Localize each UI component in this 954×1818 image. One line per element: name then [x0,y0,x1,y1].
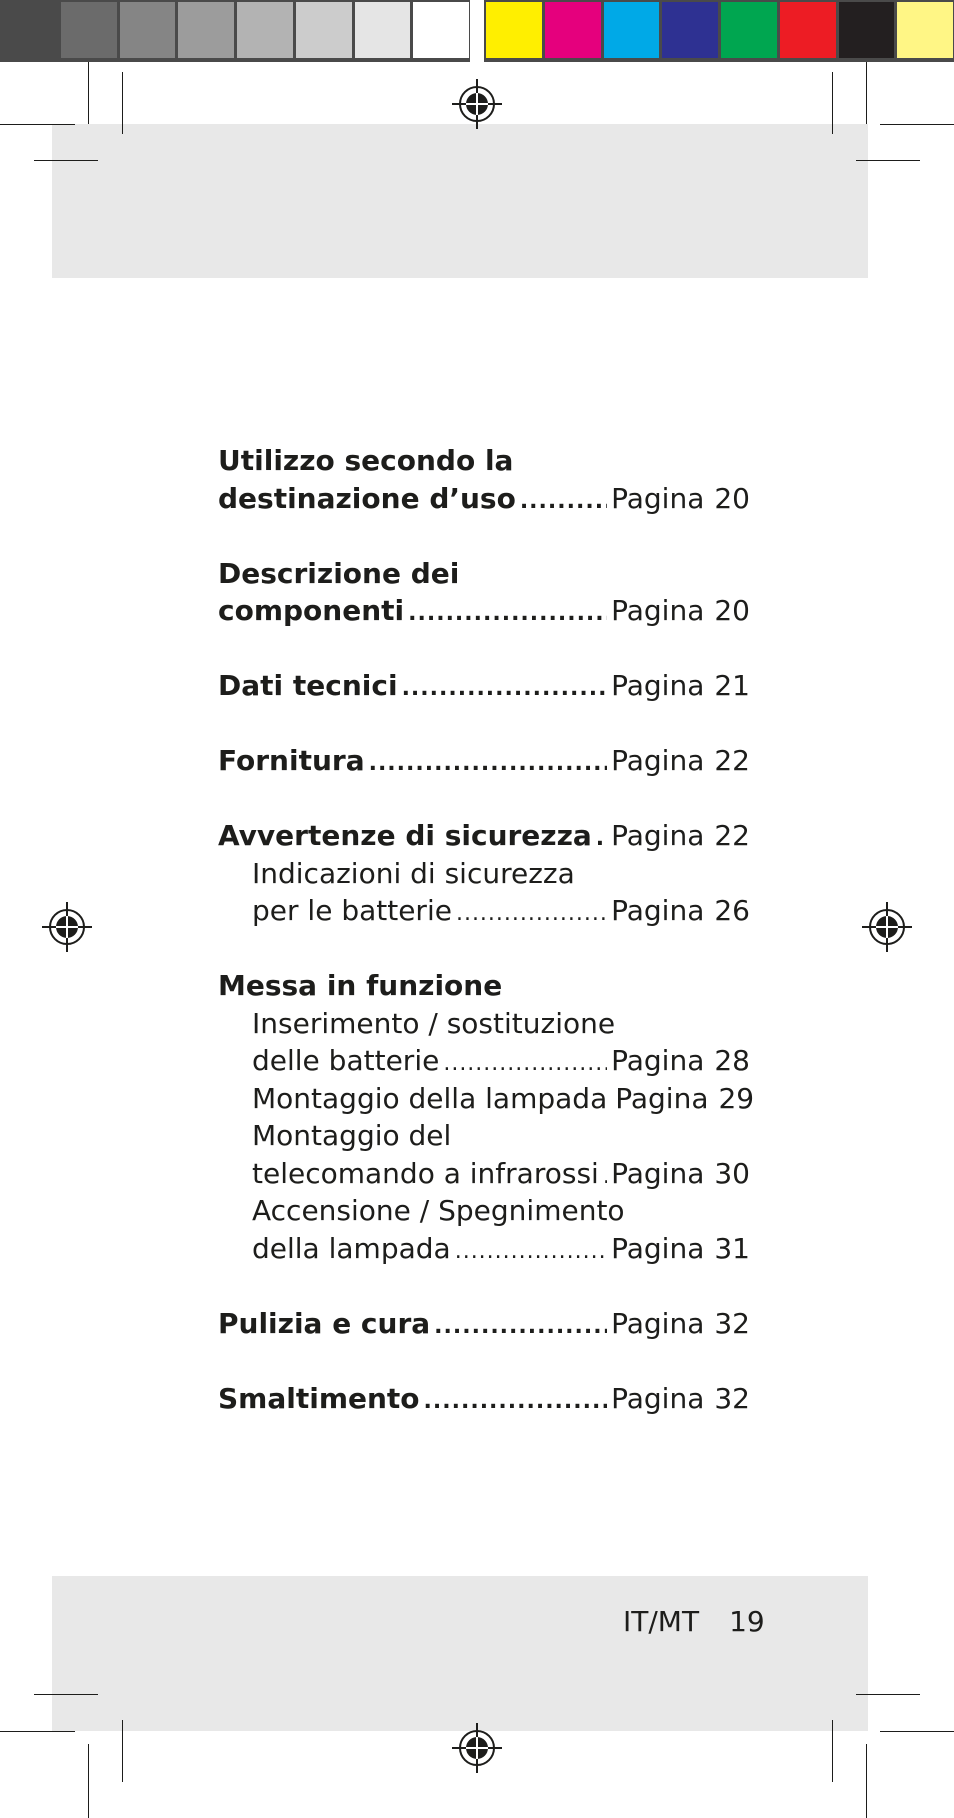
toc-line [218,480,750,518]
toc-entry [218,967,755,1267]
toc-title: Avvertenze di sicurezza [218,819,592,852]
calibration-swatch [721,2,777,58]
calibration-swatch [2,2,58,58]
crop-mark [856,1694,920,1695]
toc-line [218,1380,750,1418]
color-calibration-bar [0,0,954,62]
toc-page-ref [611,1305,750,1343]
calibration-swatch [486,2,542,58]
toc-title: Dati tecnici [218,669,398,702]
toc-page-ref [611,1042,750,1080]
dot-leader [596,817,607,858]
header-band [52,124,868,278]
crop-mark [0,124,75,125]
page-ref-number: 26 [714,894,750,927]
page-label: Pagina [611,481,705,515]
calibration-swatch [413,2,469,58]
calibration-swatch [355,2,411,58]
toc-page-ref [611,817,750,855]
toc-page-ref [611,1380,750,1418]
page-label: Pagina [611,1156,705,1190]
crop-mark [88,1744,89,1818]
registration-mark-icon [452,1723,502,1773]
calibration-swatch [120,2,176,58]
page-label: Pagina [611,594,705,627]
dot-leader [603,1155,607,1196]
toc-line [218,855,750,893]
crop-mark [856,160,920,161]
toc-line [218,1305,750,1343]
toc-title: Messa in funzione [218,969,503,1002]
page-label: Pagina [611,819,705,852]
toc-title: Inserimento / sostituzione [252,1006,616,1040]
toc-title: delle batterie [252,1044,440,1077]
toc-line [218,1192,750,1230]
toc-title: Smaltimento [218,1381,420,1415]
grayscale-swatches [0,0,470,62]
registration-mark-icon [42,902,92,952]
crop-mark [122,72,123,134]
crop-mark [34,160,98,161]
calibration-swatch [545,2,601,58]
toc-page-ref [615,1080,754,1118]
crop-mark [832,72,833,134]
toc-page-ref [611,1155,750,1193]
calibration-swatch [61,2,117,58]
toc-line [218,1155,750,1193]
page-ref-number: 32 [714,1306,750,1340]
toc-line [218,592,750,630]
page-ref-number: 20 [714,481,750,515]
toc-title: telecomando a infrarossi [252,1156,599,1190]
calibration-swatch [780,2,836,58]
dot-leader [443,1042,607,1083]
toc-line [218,1080,755,1118]
dot-leader [434,1305,607,1346]
toc-entry [218,742,750,780]
registration-mark-icon [452,79,502,129]
page-ref-number: 21 [714,669,750,702]
dot-leader [455,1230,607,1271]
crop-mark [88,62,89,124]
toc-line [218,1230,750,1268]
crop-mark [866,62,867,124]
dot-leader [456,892,607,933]
calibration-swatch [897,2,953,58]
toc-line [218,1042,750,1080]
toc-line [218,555,750,593]
calibration-swatch [604,2,660,58]
toc-entry [218,1380,750,1418]
toc-entry [218,667,750,705]
toc-entry [218,817,750,930]
toc-title: Fornitura [218,744,365,777]
crop-mark [122,1720,123,1782]
page-label: Pagina [611,894,705,927]
page-label: Pagina [611,1306,705,1340]
calibration-swatch [237,2,293,58]
toc-title: destinazione d’uso [218,481,516,515]
toc-line [218,442,750,480]
dot-leader [369,742,608,783]
toc-title: componenti [218,594,405,627]
dot-leader [424,1380,608,1421]
toc-page-ref [611,1230,750,1268]
crop-mark [34,1694,98,1695]
page-ref-number: 28 [714,1044,750,1077]
toc-line [218,892,750,930]
page-footer [623,1605,765,1638]
page-label: Pagina [611,669,705,702]
toc-title: Indicazioni di sicurezza [252,856,575,890]
page-label: Pagina [611,744,705,777]
page-label: Pagina [611,1381,705,1415]
toc-line [218,742,750,780]
toc-title: Pulizia e cura [218,1306,431,1340]
crop-mark [0,1731,75,1732]
dot-leader [402,667,608,708]
toc-line [218,967,750,1005]
page-ref-number: 30 [714,1156,750,1190]
toc-entry [218,1305,750,1343]
toc-title: Montaggio della lampada [252,1081,608,1115]
toc-line [218,1005,750,1043]
table-of-contents [218,442,755,1455]
page-label: Pagina [611,1044,705,1077]
toc-title: Accensione / Spegnimento [252,1194,625,1227]
crop-mark [832,1720,833,1782]
crop-mark [880,124,954,125]
toc-page-ref [611,592,750,630]
calibration-swatch [839,2,895,58]
calibration-swatch [296,2,352,58]
page-label: Pagina [615,1081,709,1115]
page-ref-number: 31 [714,1231,750,1265]
toc-line [218,1117,750,1155]
dot-leader [520,480,607,521]
toc-page-ref [611,667,750,705]
toc-title: della lampada [252,1231,451,1265]
footer-band [52,1576,868,1731]
toc-title: Montaggio del [252,1119,452,1152]
dot-leader [408,592,607,633]
toc-page-ref [611,742,750,780]
page-ref-number: 22 [714,744,750,777]
registration-mark-icon [862,902,912,952]
calibration-swatch [662,2,718,58]
toc-title: Descrizione dei [218,556,460,590]
crop-mark [880,1731,954,1732]
color-swatches [484,0,954,62]
page-ref-number: 29 [718,1081,755,1115]
toc-line [218,667,750,705]
language-code: IT/MT [623,1605,700,1638]
toc-title: Utilizzo secondo la [218,444,514,477]
calibration-swatch [178,2,234,58]
page-label: Pagina [611,1231,705,1265]
page-ref-number: 20 [714,594,750,627]
toc-title: per le batterie [252,894,452,927]
page-ref-number: 32 [714,1381,750,1415]
toc-page-ref [611,480,750,518]
page-number: 19 [729,1605,765,1638]
toc-entry [218,442,750,517]
crop-mark [866,1744,867,1818]
toc-line [218,817,750,855]
toc-page-ref [611,892,750,930]
page-ref-number: 22 [714,819,750,852]
toc-entry [218,555,750,630]
